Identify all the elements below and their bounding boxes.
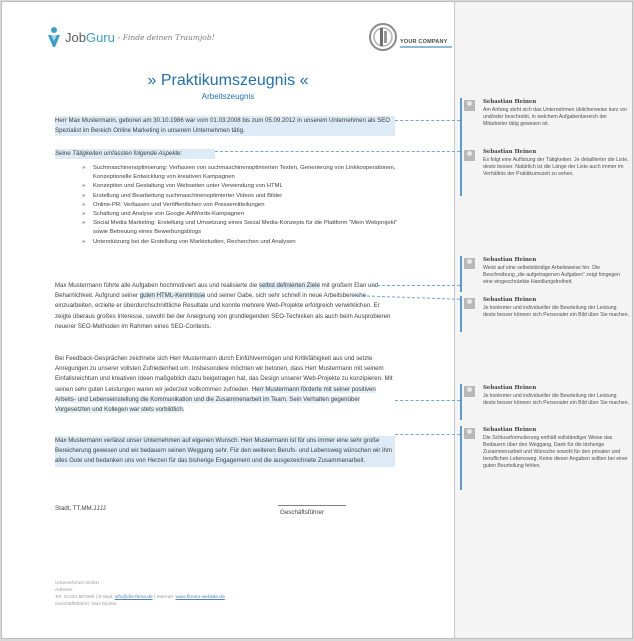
- comment-text: Es folgt eine Auflistung der Tätigkeiten. Je detaillierter die Liste, desto besser. Natürlich ist die Länge der Liste auch immer im Verhältnis der Praktikumszeit zu sehen.: [483, 157, 629, 177]
- list-item: » Unterstützung bei der Erstellung von Marktstudien, Recherchen und Analysen: [82, 238, 402, 247]
- behavior-paragraph: Bei Feedback-Gesprächen zeichnete sich Herr Mustermann durch Einfühlvermögen und Kritikfähigkeit aus und setzte Anregungen zu unserer vollsten Zufriedenheit um. Insbesondere möchten wir betonen, dass Herr Mustermann mit seinem Einfallsreichtum und kreativen Ideen maßgeblich dazu beigetragen hat, das Design unserer Web-Projekte zu konzipieren. Mit seinen sehr guten Leistungen waren wir jederzeit vollkommen zufrieden. Herr Mustermann förderte mit seiner positiven Arbeits- und Lebenseinstellung die Kommunikation und die Zusammenarbeit im Team. Sein Verhalten gegenüber Vorgesetzten und Kollegen war stets vorbildlich.: [55, 355, 393, 414]
- page-title: » Praktikumszeugnis «: [147, 72, 309, 89]
- footer-email-link[interactable]: info@die-firma.de: [114, 595, 153, 600]
- comment-text: Je konkreter und individueller die Beurteilung der Leistung desto besser können sich Personaler ein Bild über Sie machen.: [483, 393, 629, 406]
- highlight-teamwork[interactable]: Herr Mustermann förderte mit seiner positiven Arbeits- und Lebenseinstellung die Kommunikation und die Zusammenarbeit im Team. Sein Verhalten gegenüber Vorgesetzten und Kollegen war stets vorbildlich.: [55, 385, 376, 414]
- document-page: [2, 2, 455, 638]
- comment-6[interactable]: [460, 426, 630, 490]
- comment-author: Sebastian Heinen: [483, 385, 537, 391]
- intro-paragraph[interactable]: Herr Max Mustermann, geboren am 30.10.1986 war vom 01.03.2008 bis zum 05.09.2012 in unserem Unternehmen als SEO Spezialist im Bereich Online Marketing in unserem Unternehmen tätig.: [55, 116, 395, 136]
- comment-author: Sebastian Heinen: [483, 149, 537, 155]
- document-window: [1, 1, 633, 639]
- user-avatar-icon: [464, 258, 475, 269]
- company-logo: [368, 22, 452, 58]
- page-subtitle: Arbeitszeugnis: [201, 92, 255, 101]
- comment-author: Sebastian Heinen: [483, 257, 537, 263]
- comment-connector: [395, 434, 460, 435]
- footer-web-link[interactable]: www.firmen-website.de: [175, 595, 225, 600]
- comment-5[interactable]: [460, 384, 630, 420]
- list-item: » Schaltung und Analyse von Google AdWords-Kampagnen: [82, 210, 402, 219]
- comment-text: Am Anfang steht sich das Unternehmen üblicherweise kurz vor und/oder beschreibt, in welchem Aufgabenbereich der Mitarbeiter tätig gewesen ist.: [483, 107, 628, 127]
- signature-role: Geschäftsführer: [280, 509, 325, 516]
- highlight-html[interactable]: guten HTML-Kenntnisse: [139, 292, 206, 300]
- closing-paragraph[interactable]: Max Mustermann verlässt unser Unternehmen auf eigenen Wunsch. Herr Mustermann ist für uns immer eine sehr große Bereicherung gewesen und wir bedauern seinen Weggang sehr. Für den weiteren Berufs- und Lebensweg wünschen wir ihm alles Gute und bedanken uns von Herzen für das bisherige Engagement und die ausgezeichnete Zusammenarbeit.: [55, 436, 395, 467]
- comment-author: Sebastian Heinen: [483, 427, 537, 433]
- performance-paragraph: Max Mustermann führte alle Aufgaben hochmotiviert aus und realisierte die selbst definierten Ziele mit großem Elan und Beharrlichkeit. Aufgrund seiner guten HTML-Kenntnisse und seiner Gabe, sich sehr schnell in neue Arbeitsbereiche einzuarbeiten, erzielte er überdurchschnittliche Resultate und konnte mehrere Web-Projekte erfolgreich verwirklichen. Er zeigte überaus großes Interesse, sowohl bei der Aneignung von grundlegenden SEO-Techniken als auch beim Ausprobieren neuerer SEO-Methoden im Rahmen eines SEO-Contests.: [55, 282, 391, 330]
- signature-line: [278, 505, 346, 506]
- comment-connector: [372, 285, 460, 286]
- page-footer: Unternehmen GmbH Adresse Tel: 01234 567890 | E-Mail: info@die-firma.de | Internet: www.firmen-website.de Geschäftsführer: Max Muster: [55, 581, 225, 607]
- company-name: YOUR COMPANY: [400, 39, 448, 45]
- tasks-list: [82, 164, 402, 247]
- brand-name: JobGuru: [65, 29, 115, 45]
- comment-3[interactable]: [460, 256, 630, 292]
- user-avatar-icon: [464, 386, 475, 397]
- jobguru-logo: [46, 26, 215, 48]
- comment-connector: [395, 120, 460, 121]
- highlight-goals[interactable]: selbst definierten Ziele: [258, 282, 320, 289]
- user-avatar-icon: [464, 428, 475, 439]
- list-item: » Konzeption und Gestaltung von Webseiten unter Verwendung von HTML: [82, 182, 402, 191]
- user-avatar-icon: [464, 150, 475, 161]
- user-avatar-icon: [464, 100, 475, 111]
- comment-connector: [215, 151, 460, 152]
- comment-4[interactable]: [460, 296, 630, 332]
- comment-text: Weist auf eine selbstständige Arbeitsweise hin. Die Beschreibung „die aufgetragenen Aufgaben“ zeigt hingegen eine eingeschränkte Handlungsfreiheit.: [483, 265, 620, 285]
- tasks-heading[interactable]: Seine Tätigkeiten umfassten folgende Aspekte:: [55, 149, 215, 159]
- brand-tagline: - Finde deinen Traumjob!: [117, 32, 215, 42]
- list-item: » Online-PR: Verfassen und Veröffentlichen von Pressemitteilungen: [82, 201, 402, 210]
- company-underline: [400, 46, 452, 48]
- comment-author: Sebastian Heinen: [483, 297, 537, 303]
- comment-1[interactable]: [460, 98, 630, 148]
- person-logo-icon: [46, 26, 62, 48]
- signature-place-date: Stadt, TT.MM.JJJJ: [55, 505, 106, 512]
- user-avatar-icon: [464, 298, 475, 309]
- list-item: » Social Media Marketing: Erstellung und Umsetzung eines Social Media-Konzepts für die Plattform "Mein Webprojekt" sowie Betreuung eines Bewerbungsblogs: [82, 219, 402, 237]
- company-circle-logo-icon: [368, 22, 398, 56]
- list-item: » Suchmaschinenoptimierung: Verfassen von suchmaschinenoptimierten Texten, Generierung von Linkkooperationen, Konzeptionelle Entwicklung von kreativen Kampagnen: [82, 164, 402, 182]
- comment-text: Die Schlussformulierung enthält vollständiger Weise das Bedauern über den Weggang, Dank für die bisherige Zusammenarbeit und Wünsche sowohl für den privaten und beruflichen Lebensweg. Keine dieser Angaben sollten bei einer guten Beurteilung fehlen.: [483, 435, 628, 469]
- comment-connector: [395, 400, 460, 401]
- comment-author: Sebastian Heinen: [483, 99, 537, 105]
- comment-2[interactable]: [460, 148, 630, 196]
- comment-text: Je konkreter und individueller die Beurteilung der Leistung desto besser können sich Personaler ein Bild über Sie machen.: [483, 305, 629, 318]
- list-item: » Erstellung und Bearbeitung suchmaschinenoptimierter Videos und Bilder: [82, 192, 402, 201]
